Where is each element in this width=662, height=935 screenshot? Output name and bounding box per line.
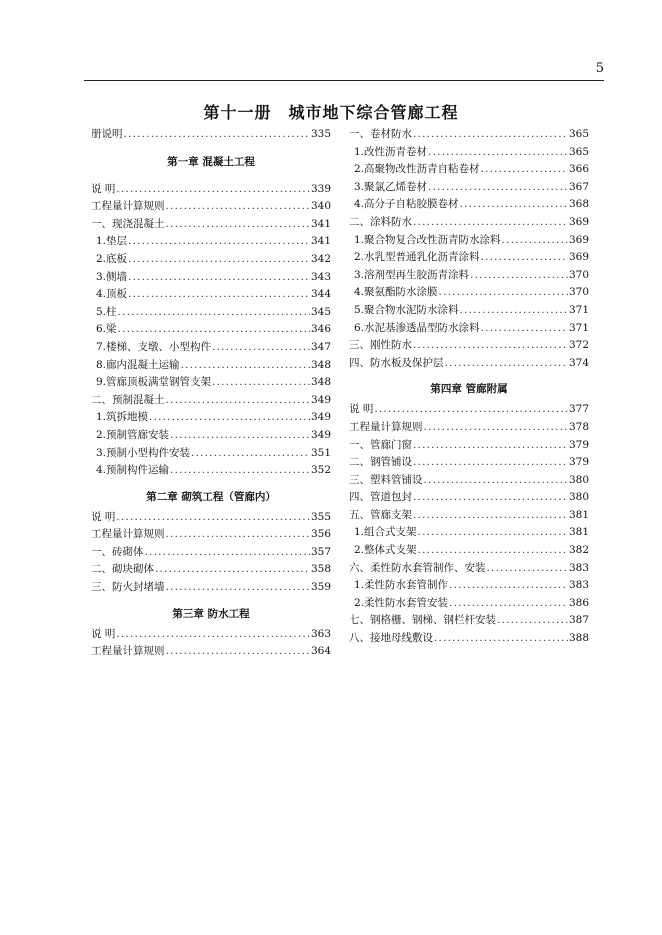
toc-page-number: 386 [568,596,589,609]
toc-page-number: 355 [310,510,331,523]
toc-dot-leader [118,321,310,339]
toc-page-number: 364 [310,645,331,658]
toc-dot-leader [212,374,310,392]
toc-entry-title: 二、涂料防水 [349,215,412,228]
toc-page-number: 352 [310,464,331,477]
toc-entry-title: 5.聚合物水泥防水涂料 [354,303,459,316]
toc-entry-title: 工程量计算规则 [91,200,165,213]
toc-entry-title: 3.预制小型构件安装 [96,446,191,459]
toc-entry-title: 4.高分子自粘胶膜卷材 [354,198,459,211]
toc-dot-leader [413,126,568,144]
toc-subentry[interactable] [349,577,589,595]
toc-entry-title: 4.聚氨酯防水涂膜 [354,286,438,299]
toc-subentry[interactable] [349,542,589,560]
page-title: 第十一册 城市地下综合管廊工程 [203,103,459,122]
toc-page-number: 369 [568,215,589,228]
toc-page-number: 339 [310,182,331,195]
toc-dot-leader [413,437,568,455]
toc-entry-title: 二、钢管铺设 [349,456,412,469]
toc-subentry[interactable] [349,284,589,302]
toc-subentry[interactable] [349,249,589,267]
toc-left-column [91,126,331,661]
toc-entry-title: 四、防水板及保护层 [349,356,444,369]
toc-dot-leader [481,161,568,179]
toc-page-number: 357 [310,545,331,558]
toc-entry-title: 2.柔性防水套管安装 [354,596,449,609]
page-number: 5 [595,61,604,76]
toc-page-number: 349 [310,428,331,441]
toc-dot-leader [166,198,310,216]
toc-page-number: 380 [568,473,589,486]
toc-dot-leader [434,630,568,648]
toc-entry[interactable] [91,181,331,199]
toc-entry-title: 2.预制管廊安装 [96,428,170,441]
toc-page-number: 372 [568,339,589,352]
toc-entry[interactable] [349,401,589,419]
toc-entry[interactable] [349,507,589,525]
chapter-heading: 第二章 砌筑工程（管廊内） [146,490,276,503]
toc-subentry[interactable] [349,196,589,214]
toc-dot-leader [166,216,310,234]
toc-dot-leader [191,445,310,463]
toc-entry[interactable] [91,561,331,579]
toc-dot-leader [424,472,568,490]
toc-page-number: 369 [568,233,589,246]
toc-subentry[interactable] [349,232,589,250]
toc-page-number: 383 [568,579,589,592]
toc-page-number: 341 [310,217,331,230]
toc-subentry[interactable] [349,320,589,338]
toc-page-number: 387 [568,614,589,627]
toc-dot-leader [166,579,310,597]
toc-entry-title: 2.整体式支架 [354,544,417,557]
toc-entry-title: 一、管廊门窗 [349,438,412,451]
toc-subentry[interactable] [91,286,331,304]
toc-dot-leader [166,526,310,544]
toc-subentry[interactable] [91,445,331,463]
toc-dot-leader [481,320,568,338]
toc-dot-leader [470,267,568,285]
toc-page-number: 346 [310,323,331,336]
toc-entry-title: 六、柔性防水套管制作、安装 [349,561,486,574]
toc-page-number: 363 [310,627,331,640]
toc-entry-title: 3.侧墙 [96,270,128,283]
toc-entry[interactable] [91,643,331,661]
toc-entry-title: 一、砖砌体 [91,545,144,558]
toc-dot-leader [418,542,568,560]
toc-entry[interactable] [349,437,589,455]
toc-dot-leader [155,561,310,579]
toc-subentry[interactable] [91,269,331,287]
toc-dot-leader [428,144,568,162]
toc-page-number: 370 [568,268,589,281]
toc-entry-title: 1.聚合物复合改性沥青防水涂料 [354,233,501,246]
toc-subentry[interactable] [91,462,331,480]
toc-dot-leader [145,544,310,562]
toc-entry-title: 6.水泥基渗透晶型防水涂料 [354,321,480,334]
toc-subentry[interactable] [91,304,331,322]
toc-dot-leader [128,251,310,269]
toc-entry-title: 七、钢格栅、钢梯、钢栏杆安装 [349,614,496,627]
toc-entry[interactable] [91,626,331,644]
toc-entry-title: 3.溶剂型再生胶沥青涂料 [354,268,470,281]
toc-entry-title: 2.底板 [96,252,128,265]
toc-dot-leader [428,179,568,197]
toc-dot-leader [439,284,568,302]
toc-subentry[interactable] [91,427,331,445]
toc-page-number: 369 [568,251,589,264]
toc-subentry[interactable] [349,144,589,162]
toc-page-number: 365 [568,128,589,140]
chapter-heading: 第三章 防水工程 [172,607,250,620]
chapter-heading: 第一章 混凝土工程 [167,155,255,168]
toc-entry-title: 3.聚氯乙烯卷材 [354,180,428,193]
toc-entry-title: 5.柱 [96,305,117,318]
toc-entry-title: 三、塑料管铺设 [349,473,423,486]
toc-entry-title: 1.筑拆地模 [96,411,149,424]
toc-page-number: 381 [568,508,589,521]
toc-dot-leader [170,462,310,480]
toc-dot-leader [460,302,568,320]
toc-entry-title: 6.梁 [96,323,117,336]
toc-dot-leader [166,643,310,661]
toc-entry-title: 8.廊内混凝土运输 [96,358,180,371]
toc-subentry[interactable] [91,409,331,427]
toc-entry[interactable] [91,579,331,597]
toc-dot-leader [418,524,568,542]
toc-subentry[interactable] [349,302,589,320]
toc-page-number: 380 [568,491,589,504]
toc-entry-title: 工程量计算规则 [91,528,165,541]
toc-subentry[interactable] [349,524,589,542]
toc-page-number: 342 [310,252,331,265]
toc-dot-leader [116,181,310,199]
toc-entry[interactable] [91,526,331,544]
header-rule [84,80,604,81]
toc-dot-leader [116,509,310,527]
toc-entry-title: 三、防火封堵墙 [91,581,165,594]
toc-dot-leader [149,409,310,427]
toc-dot-leader [212,339,310,357]
toc-entry-title: 2.水乳型普通乳化沥青涂料 [354,251,480,264]
toc-right-column [349,126,589,648]
toc-dot-leader [449,577,568,595]
toc-entry[interactable] [349,355,589,373]
toc-entry-title: 三、刚性防水 [349,339,412,352]
toc-entry[interactable] [349,126,589,144]
toc-page-number: 367 [568,180,589,193]
toc-page-number: 340 [310,200,331,213]
toc-entry-title: 五、管廊支架 [349,508,412,521]
toc-page-number: 370 [568,286,589,299]
toc-page-number: 371 [568,321,589,334]
toc-subentry[interactable] [91,357,331,375]
toc-page-number: 383 [568,561,589,574]
toc-subentry[interactable] [91,321,331,339]
toc-page-number: 365 [568,145,589,158]
toc-entry-title: 1.组合式支架 [354,526,417,539]
toc-page-number: 379 [568,456,589,469]
toc-page-number: 368 [568,198,589,211]
toc-page-number: 345 [310,305,331,318]
toc-entry[interactable] [349,454,589,472]
toc-entry[interactable] [349,419,589,437]
toc-entry-title: 说 明 [91,627,116,640]
toc-page-number: 348 [310,376,331,389]
toc-entry-title: 二、预制混凝土 [91,393,165,406]
toc-page-number: 348 [310,358,331,371]
toc-entry-title: 八、接地母线敷设 [349,632,433,645]
toc-dot-leader [449,595,568,613]
toc-dot-leader [128,233,310,251]
toc-entry-title: 工程量计算规则 [91,645,165,658]
toc-page-number: 371 [568,303,589,316]
toc-page-number: 378 [568,420,589,433]
toc-page-number: 388 [568,632,589,645]
toc-page-number: 351 [310,446,331,459]
toc-dot-leader [374,401,568,419]
toc-dot-leader [497,612,568,630]
toc-dot-leader [124,126,310,144]
toc-subentry[interactable] [349,595,589,613]
toc-dot-leader [128,269,310,287]
toc-page-number: 366 [568,163,589,176]
toc-entry-title: 说 明 [91,510,116,523]
toc-entry-title: 1.柔性防水套管制作 [354,579,449,592]
toc-page-number: 349 [310,411,331,424]
toc-entry[interactable] [91,198,331,216]
toc-dot-leader [170,427,310,445]
toc-dot-leader [487,560,568,578]
toc-entry[interactable] [349,472,589,490]
toc-subentry[interactable] [91,233,331,251]
toc-entry-title: 1.垫层 [96,235,128,248]
toc-entry[interactable] [91,544,331,562]
toc-page-number: 343 [310,270,331,283]
toc-page-number: 347 [310,340,331,353]
toc-entry-title: 9.管廊顶板满堂钢管支架 [96,376,212,389]
toc-entry-title: 4.预制构件运输 [96,464,170,477]
toc-page-number: 358 [310,563,331,576]
toc-page-number: 344 [310,288,331,301]
toc-entry[interactable] [349,337,589,355]
toc-entry-title: 说 明 [349,403,374,416]
toc-dot-leader [413,507,568,525]
toc-dot-leader [118,304,310,322]
toc-subentry[interactable] [91,374,331,392]
toc-entry-title: 工程量计算规则 [349,420,423,433]
toc-subentry[interactable] [349,267,589,285]
toc-dot-leader [460,196,568,214]
toc-entry[interactable] [349,630,589,648]
toc-entry-title: 册说明 [91,128,123,140]
toc-dot-leader [424,419,568,437]
toc-page-number: 359 [310,581,331,594]
toc-entry[interactable] [91,126,331,144]
toc-page-number: 382 [568,544,589,557]
toc-entry-title: 二、砌块砌体 [91,563,154,576]
toc-page-number: 379 [568,438,589,451]
toc-dot-leader [128,286,310,304]
toc-entry[interactable] [91,392,331,410]
toc-dot-leader [166,392,310,410]
toc-entry[interactable] [349,489,589,507]
toc-dot-leader [481,249,568,267]
toc-dot-leader [413,489,568,507]
toc-dot-leader [116,626,310,644]
toc-entry-title: 四、管道包封 [349,491,412,504]
chapter-heading: 第四章 管廊附属 [430,383,508,396]
toc-entry-title: 一、现浇混凝土 [91,217,165,230]
toc-dot-leader [181,357,310,375]
toc-dot-leader [413,214,568,232]
toc-page-number: 341 [310,235,331,248]
toc-entry-title: 说 明 [91,182,116,195]
toc-page-number: 335 [310,128,331,140]
toc-page-number: 374 [568,356,589,369]
toc-dot-leader [502,232,568,250]
toc-page-number: 356 [310,528,331,541]
toc-dot-leader [413,337,568,355]
toc-subentry[interactable] [349,179,589,197]
toc-dot-leader [445,355,568,373]
toc-subentry[interactable] [349,161,589,179]
toc-entry-title: 4.顶板 [96,288,128,301]
toc-page-number: 377 [568,403,589,416]
toc-entry[interactable] [349,612,589,630]
toc-dot-leader [413,454,568,472]
toc-entry[interactable] [91,216,331,234]
toc-subentry[interactable] [91,339,331,357]
toc-page-number: 349 [310,393,331,406]
toc-entry[interactable] [349,560,589,578]
toc-entry[interactable] [349,214,589,232]
toc-entry-title: 2.高聚物改性沥青自粘卷材 [354,163,480,176]
toc-entry-title: 7.楼梯、支墩、小型构件 [96,340,212,353]
toc-entry[interactable] [91,509,331,527]
toc-page-number: 381 [568,526,589,539]
toc-entry-title: 1.改性沥青卷材 [354,145,428,158]
toc-entry-title: 一、卷材防水 [349,128,412,140]
toc-subentry[interactable] [91,251,331,269]
